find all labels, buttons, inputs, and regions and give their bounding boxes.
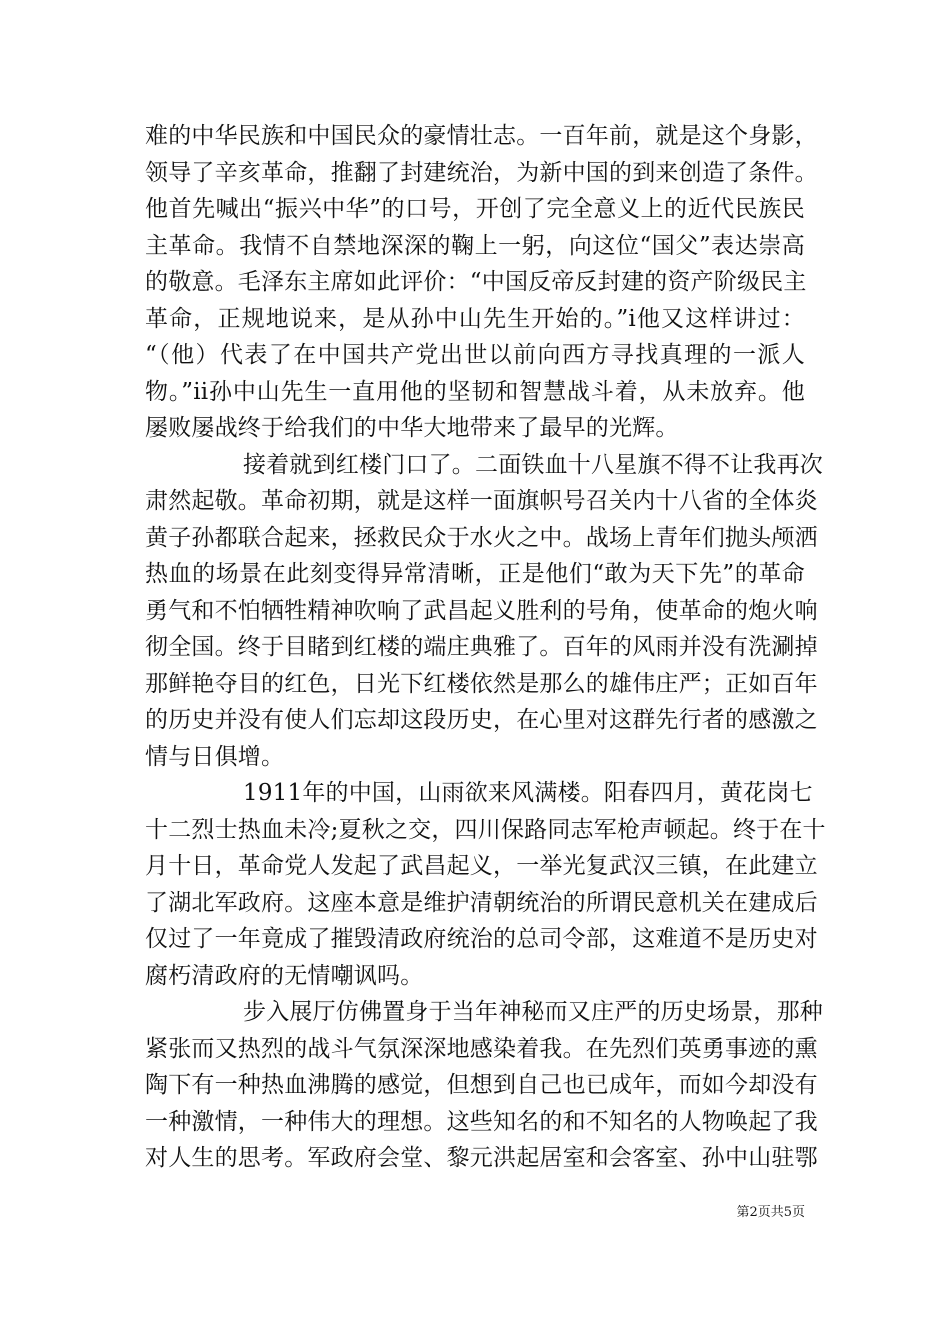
text-line: 月十日，革命党人发起了武昌起义，一举光复武汉三镇，在此建立 bbox=[145, 853, 818, 879]
text-line: 领导了辛亥革命，推翻了封建统治，为新中国的到来创造了条件。 bbox=[145, 159, 818, 186]
text-line: 黄子孙都联合起来，拯救民众于水火之中。战场上青年们抛头颅洒 bbox=[145, 524, 818, 551]
text-line: 陶下有一种热血沸腾的感觉，但想到自己也已成年，而如今却没有 bbox=[145, 1072, 818, 1098]
text-line: 物。”ii孙中山先生一直用他的坚韧和智慧战斗着，从未放弃。他 bbox=[145, 378, 805, 405]
text-line: 那鲜艳夺目的红色，日光下红楼依然是那么的雄伟庄严；正如百年 bbox=[145, 670, 818, 697]
text-line: 主革命。我情不自禁地深深的鞠上一躬，向这位“国父”表达崇高 bbox=[145, 232, 805, 259]
text-line: 紧张而又热烈的战斗气氛深深地感染着我。在先烈们英勇事迹的熏 bbox=[145, 1035, 818, 1062]
paragraph-4 bbox=[145, 994, 823, 1177]
text-line: 腐朽清政府的无情嘲讽吗。 bbox=[145, 962, 424, 989]
text-line: 彻全国。终于目睹到红楼的端庄典雅了。百年的风雨并没有洗涮掉 bbox=[145, 634, 818, 660]
text-line: 难的中华民族和中国民众的豪情壮志。一百年前，就是这个身影， bbox=[145, 123, 818, 149]
text-line: 1911年的中国，山雨欲来风满楼。阳春四月，黄花岗七 bbox=[243, 780, 813, 806]
page-number-footer: 第2页共5页 bbox=[736, 1205, 805, 1220]
text-line: “（他）代表了在中国共产党出世以前向西方寻找真理的一派人 bbox=[145, 342, 805, 368]
text-line: 的敬意。毛泽东主席如此评价：“中国反帝反封建的资产阶级民主 bbox=[145, 269, 807, 295]
text-line: 屡败屡战终于给我们的中华大地带来了最早的光辉。 bbox=[145, 415, 679, 441]
text-line: 的历史并没有使人们忘却这段历史，在心里对这群先行者的感激之 bbox=[145, 707, 818, 733]
body-text bbox=[145, 118, 826, 1177]
text-line: 革命，正规地说来，是从孙中山先生开始的。”i他又这样讲过： bbox=[145, 305, 805, 332]
paragraph-1 bbox=[145, 118, 818, 447]
text-line: 情与日俱增。 bbox=[145, 743, 285, 770]
text-line: 接着就到红楼门口了。二面铁血十八星旗不得不让我再次 bbox=[243, 451, 823, 478]
text-line: 勇气和不怕牺牲精神吹响了武昌起义胜利的号角，使革命的炮火响 bbox=[145, 597, 818, 624]
text-line: 他首先喊出“振兴中华”的口号，开创了完全意义上的近代民族民 bbox=[145, 196, 805, 222]
paragraph-2 bbox=[145, 447, 823, 776]
text-line: 步入展厅仿佛置身于当年神秘而又庄严的历史场景，那种 bbox=[243, 999, 823, 1025]
text-line: 一种激情，一种伟大的理想。这些知名的和不知名的人物唤起了我 bbox=[145, 1108, 818, 1135]
text-line: 十二烈士热血未冷;夏秋之交，四川保路同志军枪声顿起。终于在十 bbox=[145, 816, 826, 843]
text-line: 仅过了一年竟成了摧毁清政府统治的总司令部，这难道不是历史对 bbox=[145, 926, 818, 952]
text-line: 肃然起敬。革命初期，就是这样一面旗帜号召关内十八省的全体炎 bbox=[145, 488, 818, 514]
text-line: 对人生的思考。军政府会堂、黎元洪起居室和会客室、孙中山驻鄂 bbox=[145, 1145, 818, 1171]
paragraph-3 bbox=[145, 775, 826, 994]
text-line: 热血的场景在此刻变得异常清晰，正是他们“敢为天下先”的革命 bbox=[145, 561, 805, 587]
text-line: 了湖北军政府。这座本意是维护清朝统治的所谓民意机关在建成后 bbox=[145, 889, 818, 916]
